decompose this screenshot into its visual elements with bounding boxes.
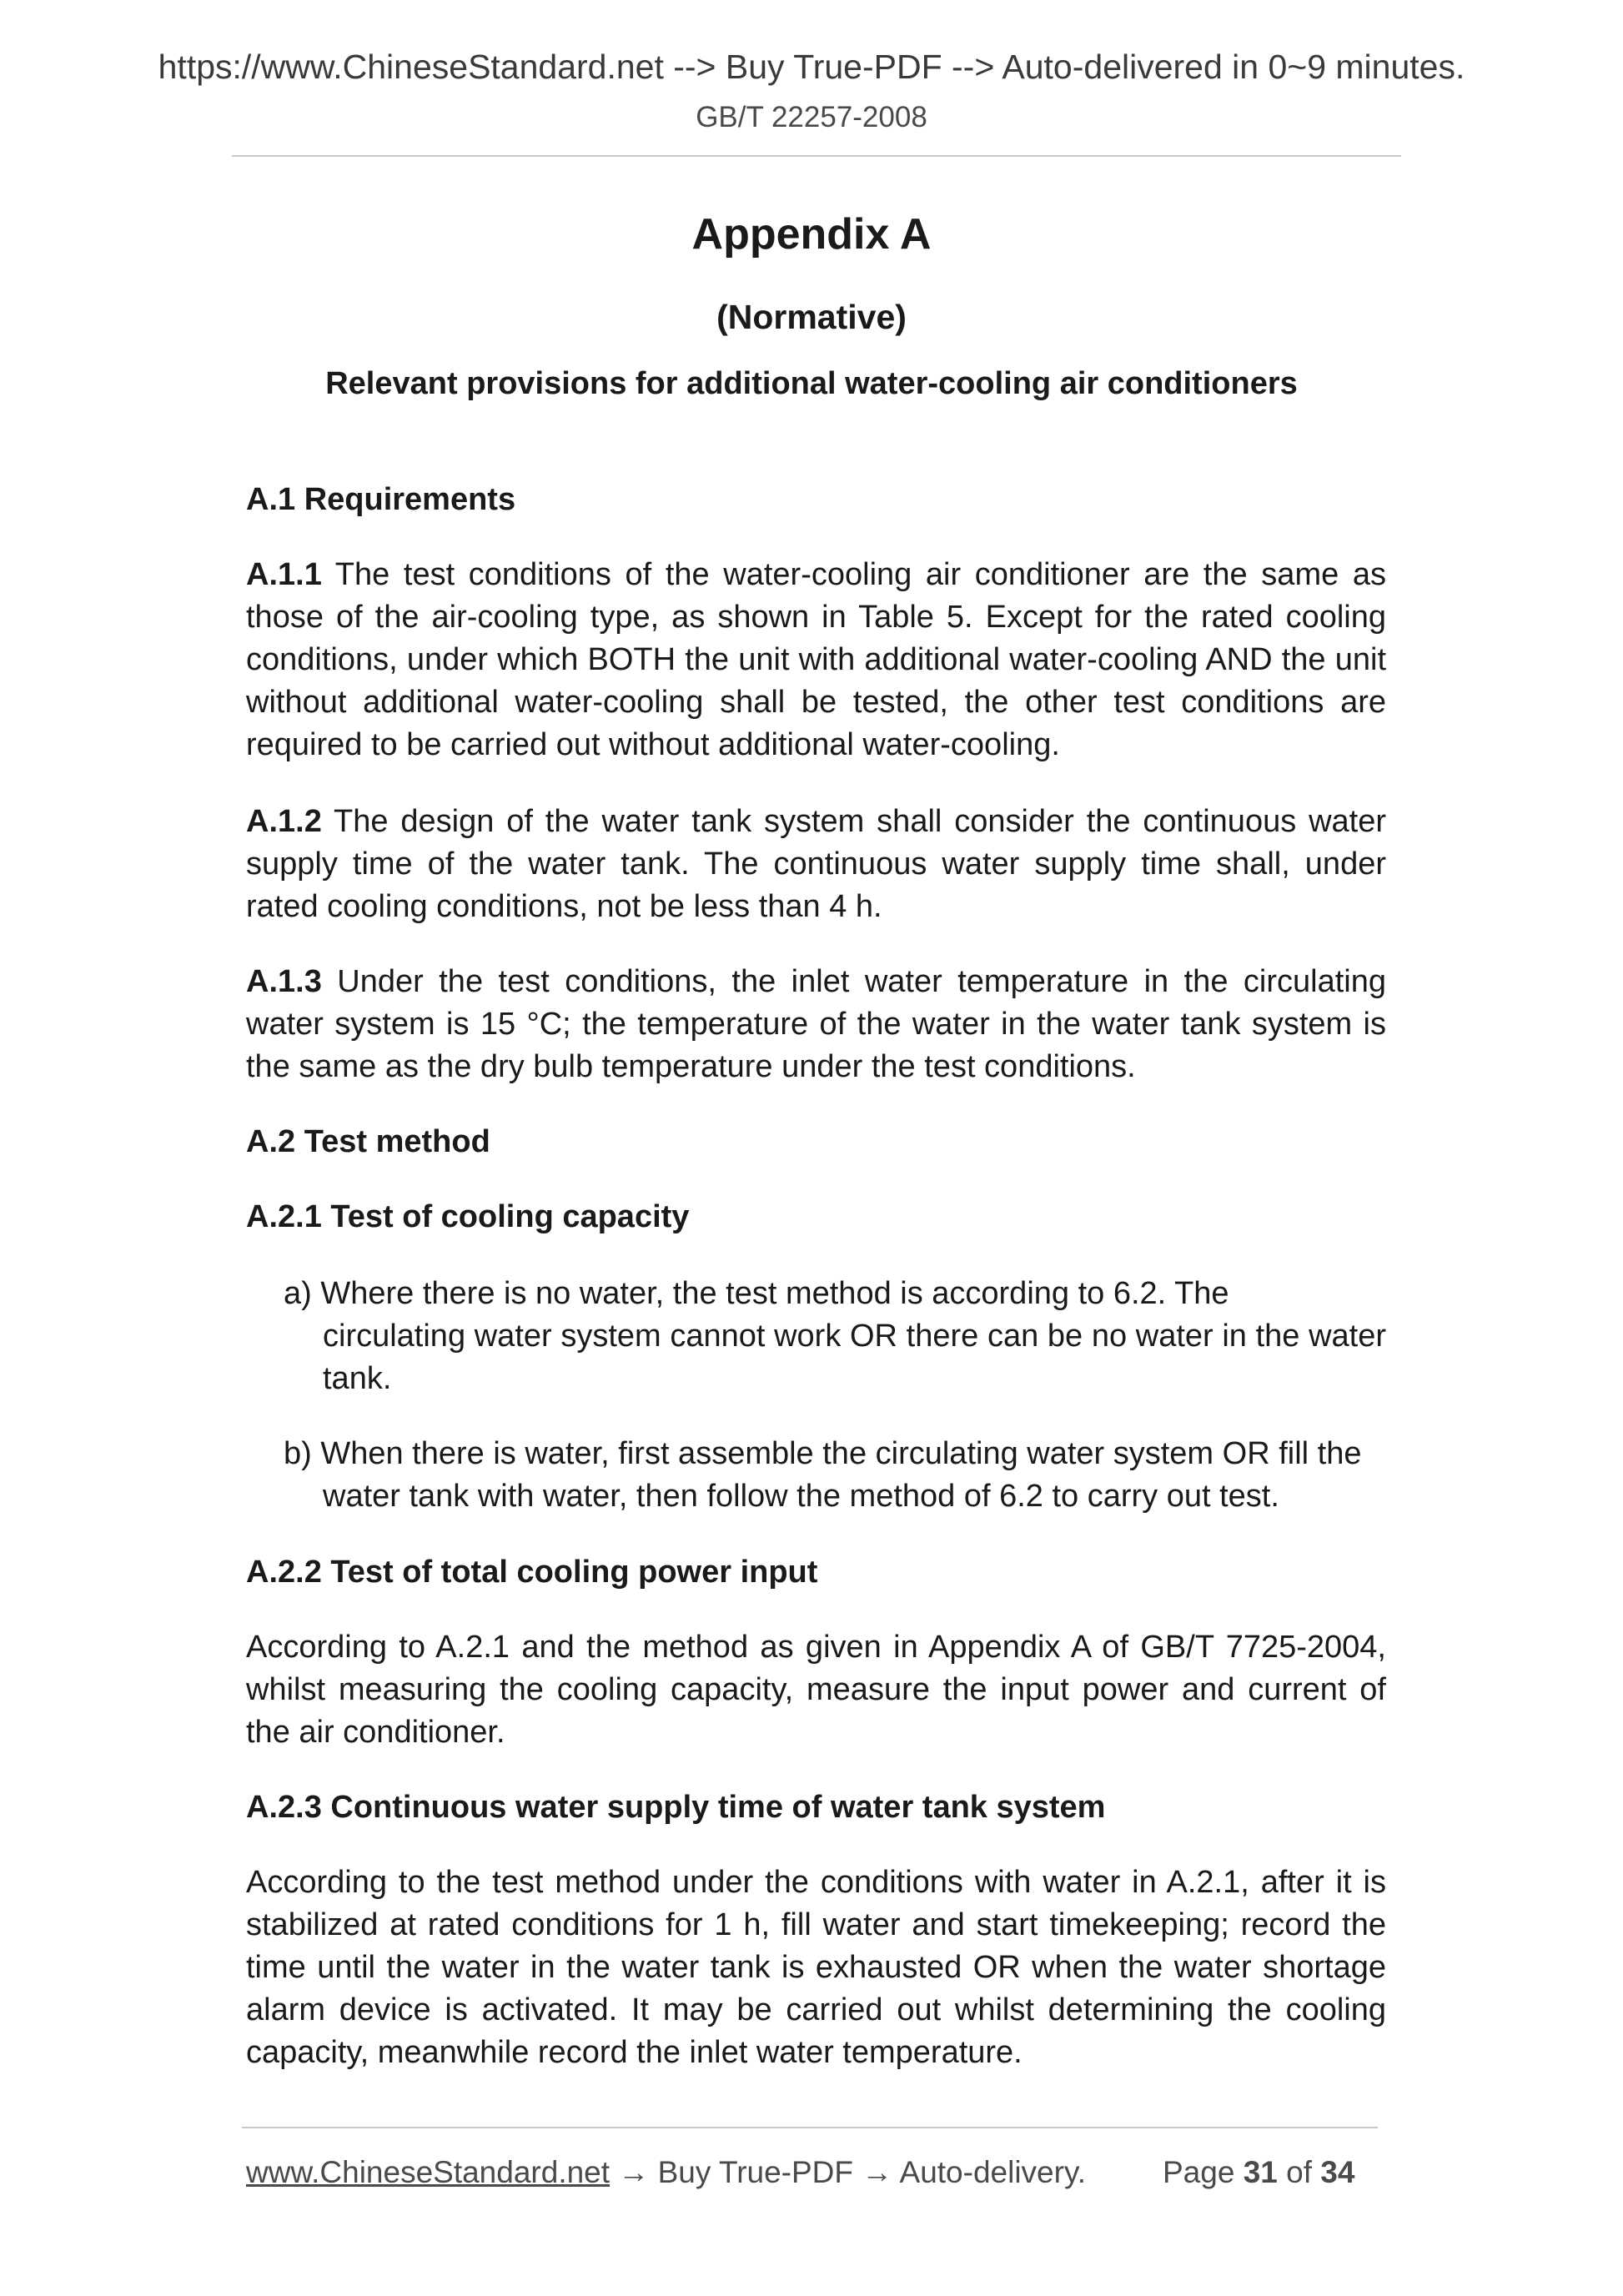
paragraph-a1-3 [246, 961, 1386, 1088]
header-divider [232, 155, 1401, 157]
paragraph-a1-1 [246, 554, 1386, 766]
paragraph-a2-2: According to A.2.1 and the method as given in Appendix A of GB/T 7725-2004, whilst measuring the cooling capacity, measure the input power and current of the air conditioner. [246, 1630, 1386, 1750]
paragraph-a1-2 [246, 801, 1386, 928]
appendix-subtitle: (Normative) [716, 298, 907, 336]
clause-label-a1-3: A.1.3 [246, 964, 322, 999]
heading-a2: A.2 Test method [246, 1124, 490, 1159]
list-item-b [284, 1433, 1386, 1518]
list-text-b-rest: water tank with water, then follow the method of 6.2 to carry out test. [323, 1479, 1279, 1514]
clause-text-a1-1: The test conditions of the water-cooling air conditioner are the same as those of the air-cooling type, as shown in Table 5. Except for the rated cooling conditions, under which BOTH the unit with additional water-cooling AND the unit without additional water-cooling shall be tested, the other test conditions are required to be carried out without additional water-cooling. [246, 557, 1386, 762]
list-text-a-rest: circulating water system cannot work OR there can be no water in the water tank. [323, 1319, 1386, 1396]
clause-text-a1-3: Under the test conditions, the inlet water temperature in the circulating water system is 15 °C; the temperature of the water in the water tank system is the same as the dry bulb temperature under the test conditions. [246, 964, 1386, 1084]
footer-tagline: → Buy True-PDF → Auto-delivery. [610, 2155, 1086, 2189]
heading-a2-2: A.2.2 Test of total cooling power input [246, 1555, 818, 1590]
footer-link-group [246, 2152, 1086, 2193]
page-number: 31 [1243, 2155, 1278, 2189]
page-indicator [1163, 2152, 1354, 2193]
list-item-a [284, 1273, 1386, 1400]
header-banner[interactable]: https://www.ChineseStandard.net --> Buy True-PDF --> Auto-delivered in 0~9 minutes. [158, 48, 1465, 86]
list-marker-a: a) [284, 1276, 312, 1311]
list-text-a-first: Where there is no water, the test method is according to 6.2. The [311, 1276, 1229, 1311]
of-word: of [1277, 2155, 1321, 2189]
page-word: Page [1163, 2155, 1244, 2189]
footer-site-link[interactable]: www.ChineseStandard.net [246, 2155, 611, 2189]
standard-code: GB/T 22257-2008 [696, 101, 927, 133]
clause-label-a1-2: A.1.2 [246, 804, 322, 839]
footer-divider [242, 2127, 1378, 2128]
heading-a2-3: A.2.3 Continuous water supply time of water tank system [246, 1790, 1106, 1825]
heading-a2-1: A.2.1 Test of cooling capacity [246, 1199, 690, 1234]
appendix-title: Appendix A [691, 210, 932, 259]
heading-a1: A.1 Requirements [246, 482, 516, 517]
page-total: 34 [1320, 2155, 1355, 2189]
paragraph-a2-3: According to the test method under the conditions with water in A.2.1, after it is stabilized at rated conditions for 1 h, fill water and start timekeeping; record the time until the water in the water tank is exhausted OR when the water shortage alarm device is activated. It may be carried out whilst determining the cooling capacity, meanwhile record the inlet water temperature. [246, 1865, 1386, 2070]
clause-text-a1-2: The design of the water tank system shall consider the continuous water supply time of the water tank. The continuous water supply time shall, under rated cooling conditions, not be less than 4 h. [246, 804, 1386, 924]
list-text-b-first: When there is water, first assemble the circulating water system OR fill the [311, 1436, 1362, 1471]
list-marker-b: b) [284, 1436, 312, 1471]
appendix-caption: Relevant provisions for additional water-cooling air conditioners [325, 366, 1298, 401]
clause-label-a1-1: A.1.1 [246, 557, 322, 592]
